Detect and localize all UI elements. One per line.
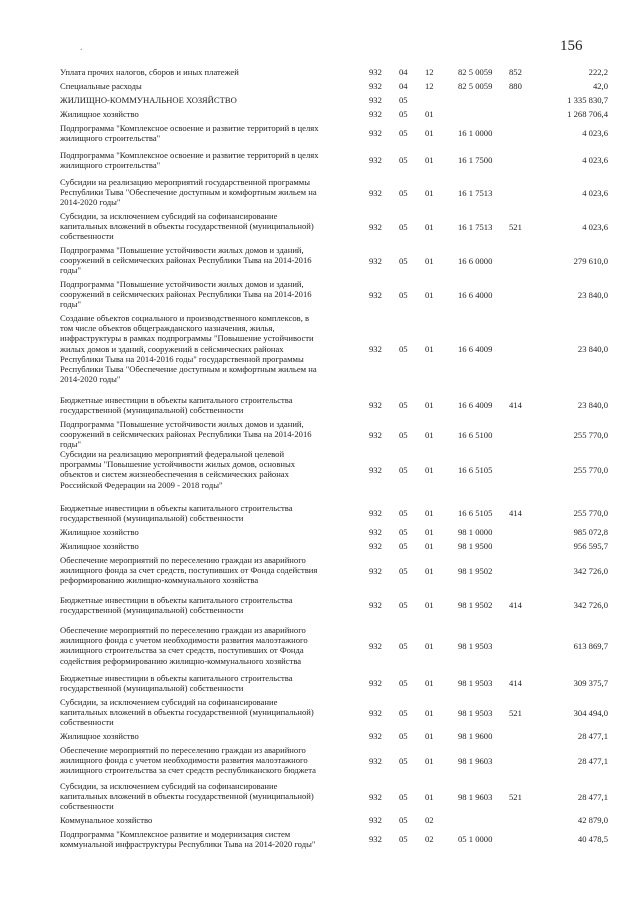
section-code: 05	[399, 508, 408, 518]
subsection-code: 01	[425, 566, 434, 576]
target-article-code: 98 1 9503	[458, 641, 493, 651]
table-row	[0, 95, 640, 109]
section-code: 05	[399, 815, 408, 825]
expense-type-code: 414	[509, 508, 522, 518]
subsection-code: 12	[425, 81, 434, 91]
row-description: Подпрограмма "Комплексное освоение и развитие территорий в целях жилищного строительства"	[60, 123, 319, 144]
ministry-code: 932	[369, 641, 382, 651]
subsection-code: 01	[425, 109, 434, 119]
ministry-code: 932	[369, 256, 382, 266]
row-description: Коммунальное хозяйство	[60, 815, 153, 825]
expense-type-code: 852	[509, 67, 522, 77]
section-code: 05	[399, 128, 408, 138]
amount: 28 477,1	[577, 792, 608, 802]
row-description: Подпрограмма "Комплексное развитие и модернизация систем коммунальной инфраструктуры Республики Тыва на 2014-2020 годы"	[60, 829, 316, 850]
target-article-code: 05 1 0000	[458, 834, 493, 844]
amount: 42,0	[592, 81, 608, 91]
amount: 28 477,1	[577, 731, 608, 741]
target-article-code: 98 1 9603	[458, 792, 493, 802]
table-row	[0, 527, 640, 541]
expense-type-code: 414	[509, 600, 522, 610]
table-row	[0, 211, 640, 245]
table-row	[0, 150, 640, 177]
amount: 279 610,0	[573, 256, 608, 266]
subsection-code: 01	[425, 708, 434, 718]
row-description: Уплата прочих налогов, сборов и иных платежей	[60, 67, 239, 77]
section-code: 04	[399, 67, 408, 77]
target-article-code: 16 6 5105	[458, 465, 493, 475]
row-description: Бюджетные инвестиции в объекты капитального строительства государственной (муниципальной) собственности	[60, 395, 293, 416]
subsection-code: 01	[425, 344, 434, 354]
amount: 4 023,6	[582, 222, 608, 232]
section-code: 05	[399, 400, 408, 410]
ministry-code: 932	[369, 67, 382, 77]
subsection-code: 12	[425, 67, 434, 77]
section-code: 05	[399, 430, 408, 440]
subsection-code: 01	[425, 430, 434, 440]
amount: 4 023,6	[582, 128, 608, 138]
target-article-code: 98 1 9503	[458, 708, 493, 718]
ministry-code: 932	[369, 815, 382, 825]
ministry-code: 932	[369, 81, 382, 91]
expense-type-code: 521	[509, 792, 522, 802]
section-code: 05	[399, 290, 408, 300]
scan-mark: .	[80, 42, 83, 53]
section-code: 05	[399, 465, 408, 475]
subsection-code: 01	[425, 222, 434, 232]
subsection-code: 01	[425, 290, 434, 300]
section-code: 05	[399, 600, 408, 610]
row-description: Субсидии, за исключением субсидий на софинансирование капитальных вложений в объекты государственной (муниципальной) собственности	[60, 697, 314, 728]
row-description: Специальные расходы	[60, 81, 142, 91]
expense-type-code: 521	[509, 222, 522, 232]
target-article-code: 16 6 4009	[458, 344, 493, 354]
budget-table	[0, 67, 640, 855]
row-description: Подпрограмма "Комплексное освоение и развитие территорий в целях жилищного строительства"	[60, 150, 319, 171]
subsection-code: 01	[425, 731, 434, 741]
target-article-code: 16 1 7513	[458, 188, 493, 198]
table-row	[0, 109, 640, 123]
section-code: 05	[399, 566, 408, 576]
amount: 222,2	[588, 67, 608, 77]
row-description: Жилищное хозяйство	[60, 527, 139, 537]
amount: 342 726,0	[573, 566, 608, 576]
subsection-code: 01	[425, 600, 434, 610]
ministry-code: 932	[369, 566, 382, 576]
subsection-code: 01	[425, 465, 434, 475]
subsection-code: 01	[425, 792, 434, 802]
table-row	[0, 67, 640, 81]
row-description: Субсидии на реализацию мероприятий федеральной целевой программы "Повышение устойчивости жилых домов, основных объектов и систем жизнеобеспечения в сейсмических районах Российской Федерации на 2009 - 2018 годы"	[60, 449, 296, 490]
target-article-code: 98 1 9603	[458, 756, 493, 766]
amount: 255 770,0	[573, 465, 608, 475]
section-code: 05	[399, 155, 408, 165]
target-article-code: 98 1 9600	[458, 731, 493, 741]
subsection-code: 01	[425, 508, 434, 518]
ministry-code: 932	[369, 344, 382, 354]
amount: 4 023,6	[582, 155, 608, 165]
section-code: 05	[399, 188, 408, 198]
table-row	[0, 697, 640, 731]
table-row	[0, 595, 640, 625]
amount: 342 726,0	[573, 600, 608, 610]
ministry-code: 932	[369, 527, 382, 537]
ministry-code: 932	[369, 600, 382, 610]
expense-type-code: 880	[509, 81, 522, 91]
table-row	[0, 745, 640, 781]
ministry-code: 932	[369, 541, 382, 551]
ministry-code: 932	[369, 508, 382, 518]
subsection-code: 01	[425, 641, 434, 651]
subsection-code: 01	[425, 678, 434, 688]
table-row	[0, 279, 640, 313]
table-row	[0, 815, 640, 829]
ministry-code: 932	[369, 155, 382, 165]
amount: 4 023,6	[582, 188, 608, 198]
section-code: 05	[399, 222, 408, 232]
table-row	[0, 781, 640, 815]
table-row	[0, 625, 640, 673]
target-article-code: 98 1 9503	[458, 678, 493, 688]
amount: 613 869,7	[573, 641, 608, 651]
ministry-code: 932	[369, 400, 382, 410]
subsection-code: 01	[425, 256, 434, 266]
subsection-code: 01	[425, 756, 434, 766]
section-code: 04	[399, 81, 408, 91]
section-code: 05	[399, 256, 408, 266]
table-row	[0, 123, 640, 150]
row-description: Подпрограмма "Повышение устойчивости жилых домов и зданий, сооружений в сейсмических районах Республики Тыва на 2014-2016 годы"	[60, 279, 312, 310]
target-article-code: 16 6 4000	[458, 290, 493, 300]
section-code: 05	[399, 792, 408, 802]
table-row	[0, 81, 640, 95]
table-row	[0, 731, 640, 745]
table-row	[0, 177, 640, 211]
section-code: 05	[399, 95, 408, 105]
target-article-code: 82 5 0059	[458, 67, 493, 77]
ministry-code: 932	[369, 465, 382, 475]
target-article-code: 16 1 0000	[458, 128, 493, 138]
row-description: Подпрограмма "Повышение устойчивости жилых домов и зданий, сооружений в сейсмических районах Республики Тыва на 2014-2016 годы"	[60, 245, 312, 276]
ministry-code: 932	[369, 222, 382, 232]
ministry-code: 932	[369, 792, 382, 802]
page-number: 156	[560, 38, 583, 54]
subsection-code: 01	[425, 527, 434, 537]
section-code: 05	[399, 109, 408, 119]
amount: 304 494,0	[573, 708, 608, 718]
row-description: Жилищное хозяйство	[60, 541, 139, 551]
amount: 956 595,7	[573, 541, 608, 551]
target-article-code: 16 6 5100	[458, 430, 493, 440]
ministry-code: 932	[369, 430, 382, 440]
target-article-code: 98 1 9502	[458, 566, 493, 576]
table-row	[0, 419, 640, 449]
subsection-code: 01	[425, 128, 434, 138]
table-row	[0, 313, 640, 395]
table-row	[0, 829, 640, 855]
expense-type-code: 414	[509, 678, 522, 688]
row-description: Субсидии, за исключением субсидий на софинансирование капитальных вложений в объекты государственной (муниципальной) собственности	[60, 781, 314, 812]
row-description: Жилищное хозяйство	[60, 109, 139, 119]
table-row	[0, 541, 640, 555]
section-code: 05	[399, 527, 408, 537]
expense-type-code: 414	[509, 400, 522, 410]
table-row	[0, 245, 640, 279]
amount: 1 335 830,7	[567, 95, 608, 105]
section-code: 05	[399, 344, 408, 354]
subsection-code: 01	[425, 400, 434, 410]
table-row	[0, 555, 640, 595]
ministry-code: 932	[369, 128, 382, 138]
row-description: Бюджетные инвестиции в объекты капитального строительства государственной (муниципальной) собственности	[60, 503, 293, 524]
section-code: 05	[399, 731, 408, 741]
target-article-code: 16 1 7513	[458, 222, 493, 232]
row-description: Субсидии на реализацию мероприятий государственной программы Республики Тыва "Обеспечение доступным и комфортным жильем на 2014-2020 годы"	[60, 177, 317, 208]
ministry-code: 932	[369, 678, 382, 688]
ministry-code: 932	[369, 708, 382, 718]
row-description: Подпрограмма "Повышение устойчивости жилых домов и зданий, сооружений в сейсмических районах Республики Тыва на 2014-2016 годы"	[60, 419, 312, 450]
target-article-code: 98 1 9500	[458, 541, 493, 551]
target-article-code: 16 6 0000	[458, 256, 493, 266]
row-description: ЖИЛИЩНО-КОММУНАЛЬНОЕ ХОЗЯЙСТВО	[60, 95, 237, 105]
subsection-code: 01	[425, 155, 434, 165]
target-article-code: 82 5 0059	[458, 81, 493, 91]
ministry-code: 932	[369, 756, 382, 766]
section-code: 05	[399, 708, 408, 718]
amount: 1 268 706,4	[567, 109, 608, 119]
section-code: 05	[399, 678, 408, 688]
row-description: Бюджетные инвестиции в объекты капитального строительства государственной (муниципальной) собственности	[60, 673, 293, 694]
amount: 42 879,0	[577, 815, 608, 825]
table-row	[0, 395, 640, 419]
expense-type-code: 521	[509, 708, 522, 718]
target-article-code: 98 1 0000	[458, 527, 493, 537]
target-article-code: 98 1 9502	[458, 600, 493, 610]
ministry-code: 932	[369, 188, 382, 198]
section-code: 05	[399, 541, 408, 551]
amount: 255 770,0	[573, 430, 608, 440]
amount: 985 072,8	[573, 527, 608, 537]
row-description: Обеспечение мероприятий по переселению граждан из аварийного жилищного фонда за счет средств, поступивших от Фонда содействия реформированию жилищно-коммунального хозяйства	[60, 555, 318, 586]
ministry-code: 932	[369, 834, 382, 844]
table-row	[0, 503, 640, 527]
ministry-code: 932	[369, 109, 382, 119]
row-description: Бюджетные инвестиции в объекты капитального строительства государственной (муниципальной) собственности	[60, 595, 293, 616]
ministry-code: 932	[369, 290, 382, 300]
subsection-code: 01	[425, 188, 434, 198]
target-article-code: 16 6 5105	[458, 508, 493, 518]
section-code: 05	[399, 641, 408, 651]
amount: 23 840,0	[577, 344, 608, 354]
ministry-code: 932	[369, 95, 382, 105]
row-description: Создание объектов социального и производственного комплексов, в том числе объектов общегражданского назначения, жилья, инфраструктуры в рамках подпрограммы "Повышение устойчивости жилых домов и зданий, сооружений в сейсмических районах Республики Тыва на 2014-2016 годы" государственной программы Республики Тыва "Обеспечение доступным и комфортным жильем на 2014-2020 годы"	[60, 313, 317, 385]
target-article-code: 16 1 7500	[458, 155, 493, 165]
table-row	[0, 673, 640, 697]
target-article-code: 16 6 4009	[458, 400, 493, 410]
row-description: Жилищное хозяйство	[60, 731, 139, 741]
amount: 28 477,1	[577, 756, 608, 766]
row-description: Обеспечение мероприятий по переселению граждан из аварийного жилищного фонда с учетом необходимости развития малоэтажного жилищного строительства за счет средств, поступивших от Фонда содействия реформированию жилищно-коммунального хозяйства	[60, 625, 308, 666]
subsection-code: 01	[425, 541, 434, 551]
amount: 40 478,5	[577, 834, 608, 844]
subsection-code: 02	[425, 834, 434, 844]
amount: 23 840,0	[577, 290, 608, 300]
section-code: 05	[399, 756, 408, 766]
row-description: Субсидии, за исключением субсидий на софинансирование капитальных вложений в объекты государственной (муниципальной) собственности	[60, 211, 314, 242]
amount: 309 375,7	[573, 678, 608, 688]
table-row	[0, 449, 640, 503]
row-description: Обеспечение мероприятий по переселению граждан из аварийного жилищного фонда с учетом необходимости развития малоэтажного жилищного строительства за счет средств республиканского бюджета	[60, 745, 316, 776]
section-code: 05	[399, 834, 408, 844]
amount: 23 840,0	[577, 400, 608, 410]
ministry-code: 932	[369, 731, 382, 741]
subsection-code: 02	[425, 815, 434, 825]
amount: 255 770,0	[573, 508, 608, 518]
